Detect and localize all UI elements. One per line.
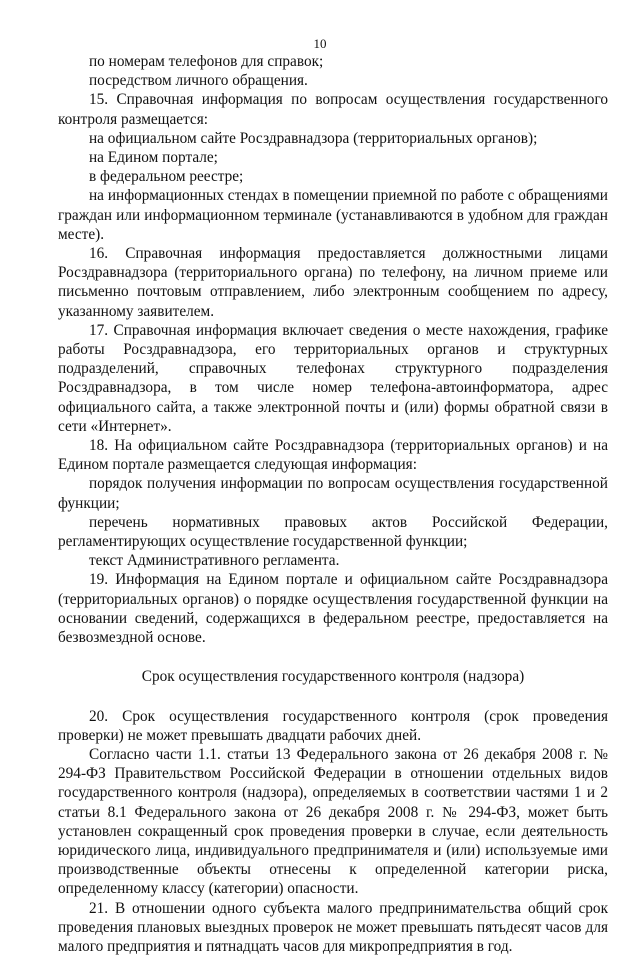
page-number: 10 xyxy=(313,36,327,51)
paragraph-info-procedure: порядок получения информации по вопросам осуществления государственной функции; xyxy=(58,475,608,512)
document-body xyxy=(58,52,608,956)
paragraph-info-stands: на информационных стендах в помещении приемной по работе с обращениями граждан или информационном терминале (устанавливаются в удобном для граждан месте). xyxy=(58,187,608,243)
paragraph-21: 21. В отношении одного субъекта малого предпринимательства общий срок проведения плановых выездных проверок не может превышать пятьдесят часов для малого предприятия и пятнадцать часов для микропредприятия в год. xyxy=(58,899,608,955)
section-heading: Срок осуществления государственного контроля (надзора) xyxy=(141,668,525,686)
paragraph-15: 15. Справочная информация по вопросам осуществления государственного контроля размещается: xyxy=(58,91,608,128)
paragraph-20: 20. Срок осуществления государственного контроля (срок проведения проверки) не может превышать двадцати рабочих дней. xyxy=(58,707,608,744)
paragraph-17: 17. Справочная информация включает сведения о месте нахождения, графике работы Росздравнадзора, его территориальных органов и структурных подразделений, справочных телефонах структурного подразделения Росздравнадзора, в том числе номер телефона-автоинформатора, адрес официального сайта, а также электронной почты и (или) формы обратной связи в сети «Интернет». xyxy=(58,321,608,435)
paragraph-regulation-text: текст Административного регламента. xyxy=(89,552,340,570)
paragraph-16: 16. Справочная информация предоставляется должностными лицами Росздравнадзора (территориального органа) по телефону, на личном приеме или письменно почтовым отправлением, либо электронным сообщением по адресу, указанному заявителем. xyxy=(58,245,608,320)
paragraph-19: 19. Информация на Едином портале и официальном сайте Росздравнадзора (территориальных органов) о порядке осуществления государственной функции на основании сведений, содержащихся в федеральном реестре, предоставляется на безвозмездной основе. xyxy=(58,571,608,647)
paragraph-personal-visit: посредством личного обращения. xyxy=(89,72,308,90)
paragraph-federal-register: в федеральном реестре; xyxy=(89,168,244,186)
paragraph-phones: по номерам телефонов для справок; xyxy=(89,53,324,70)
paragraph-part-1-1: Согласно части 1.1. статьи 13 Федерального закона от 26 декабря 2008 г. № 294-ФЗ Правительством Российской Федерации в отношении отдельных видов государственного контроля (надзора), определяемых в соответствии частями 1 и 2 статьи 8.1 Федерального закона от 26 декабря 2008 г. № 294-ФЗ, может быть установлен сокращенный срок проведения проверки в случае, если деятельность юридического лица, индивидуального предпринимателя и (или) используемые ими производственные объекты отнесены к определенной категории риска, определенному классу (категории) опасности. xyxy=(58,745,608,898)
paragraph-legal-acts: перечень нормативных правовых актов Российской Федерации, регламентирующих осуществление государственной функции; xyxy=(58,513,608,551)
paragraph-single-portal: на Едином портале; xyxy=(89,149,218,167)
paragraph-official-site: на официальном сайте Росздравнадзора (территориальных органов); xyxy=(89,129,538,147)
paragraph-18: 18. На официальном сайте Росздравнадзора (территориальных органов) и на Едином портале размещается следующая информация: xyxy=(58,437,608,474)
